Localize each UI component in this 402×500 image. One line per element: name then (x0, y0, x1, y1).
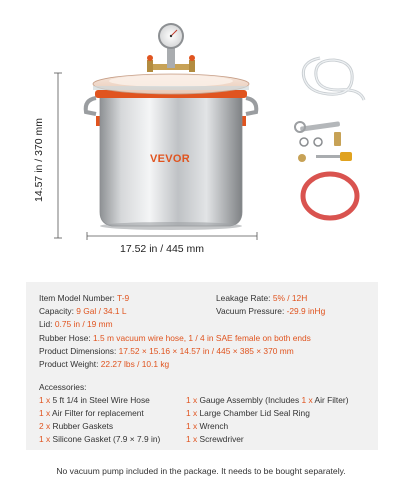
accessory-screwdriver (316, 152, 352, 161)
specs-panel (26, 282, 378, 450)
spec-lid: Lid: 0.75 in / 19 mm (39, 319, 113, 329)
accessory-hose (303, 58, 364, 100)
spec-leakage-rate: Leakage Rate: 5% / 12H (216, 293, 308, 303)
spec-capacity: Capacity: 9 Gal / 34.1 L (39, 306, 127, 316)
accessory-item: 1 x Screwdriver (186, 434, 244, 444)
footer-note: No vacuum pump included in the package. It needs to be bought separately. (56, 466, 346, 476)
accessories-heading: Accessories: (39, 382, 87, 392)
spec-product-dimensions: Product Dimensions: 17.52 × 15.16 × 14.57 in / 445 × 385 × 370 mm (39, 346, 294, 356)
brand-logo: VEVOR (150, 153, 191, 165)
accessory-item: 1 x Large Chamber Lid Seal Ring (186, 408, 310, 418)
width-dimension-label: 17.52 in / 445 mm (120, 243, 205, 255)
accessory-item: 1 x 5 ft 1/4 in Steel Wire Hose (39, 395, 150, 405)
accessory-seal-ring (303, 174, 357, 218)
spec-rubber-hose: Rubber Hose: 1.5 m vacuum wire hose, 1 / 4 in SAE female on both ends (39, 333, 311, 343)
spec-vacuum-pressure: Vacuum Pressure: -29.9 inHg (216, 306, 326, 316)
spec-product-weight: Product Weight: 22.27 lbs / 10.1 kg (39, 359, 170, 369)
accessory-item: 1 x Wrench (186, 421, 229, 431)
accessory-item: 1 x Air Filter for replacement (39, 408, 144, 418)
accessory-item: 1 x Silicone Gasket (7.9 × 7.9 in) (39, 434, 161, 444)
accessory-wrench (295, 121, 340, 132)
accessory-item: 1 x Gauge Assembly (Includes 1 x Air Filter) (186, 395, 349, 405)
spec-item-model: Item Model Number: T-9 (39, 293, 130, 303)
height-dimension-label: 14.57 in / 370 mm (33, 117, 45, 202)
accessory-item: 2 x Rubber Gaskets (39, 421, 114, 431)
vacuum-chamber (86, 23, 257, 230)
